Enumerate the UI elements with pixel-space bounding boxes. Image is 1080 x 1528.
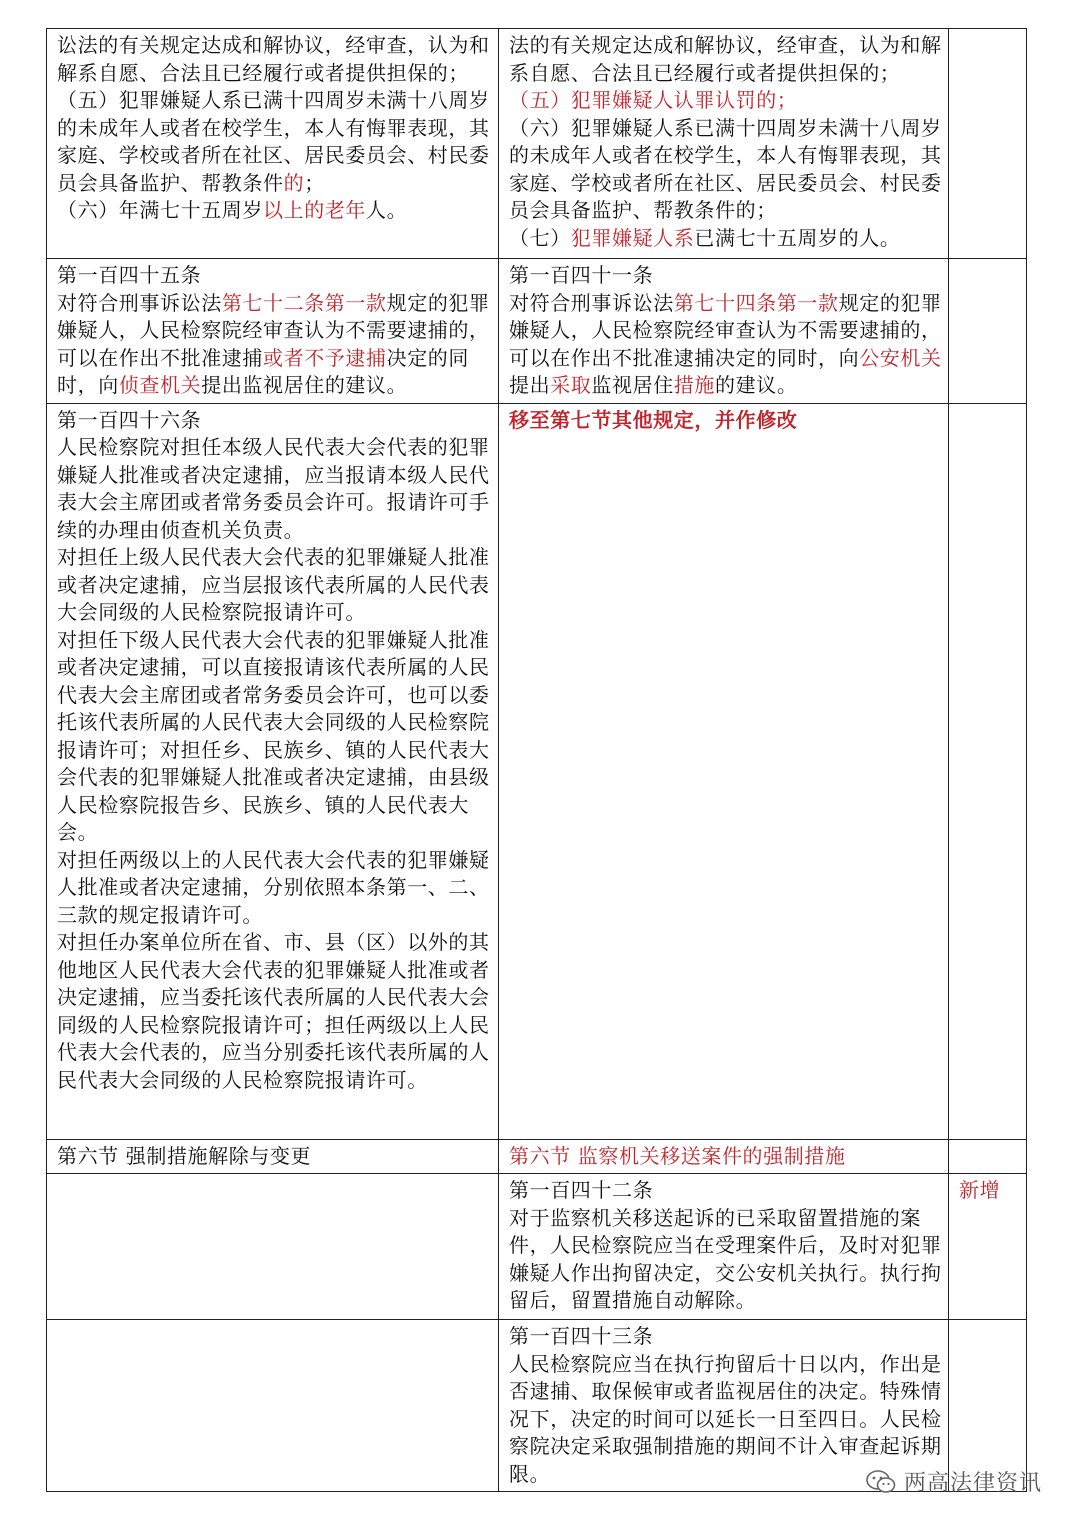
text-run: 对担任下级人民代表大会代表的犯罪嫌疑人批准或者决定逮捕，可以直接报请该代表所属的人民代表大会主席团或者常务委员会许可，也可以委托该代表所属的人民代表大会同级的人民检察院报请许可；对担任乡、民族乡、镇的人民代表大会代表的犯罪嫌疑人批准或者决定逮捕，由县级人民检察院报告乡、民族乡、镇的人民代表大会。 bbox=[57, 627, 490, 844]
text-run: 人。 bbox=[366, 198, 408, 222]
text-run: 人民检察院应当在执行拘留后十日以内，作出是否逮捕、取保候审或者监视居住的决定。特殊情况下，决定的时间可以延长一日至四日。人民检察院决定采取强制措施的期间不计入审查起诉期限。 bbox=[509, 1351, 942, 1486]
text-run: 提出监视居住的建议。 bbox=[201, 373, 408, 397]
revised-text: 移至第七节其他规定，并作修改 bbox=[509, 407, 798, 432]
text-run: ； bbox=[304, 170, 325, 195]
revised-text: 以上的老年 bbox=[263, 198, 366, 222]
text-run: 人民检察院对担任本级人民代表大会代表的犯罪嫌疑人批准或者决定逮捕，应当报请本级人民代表大会主席团或者常务委员会许可。报请许可手续的办理由侦查机关负责。 bbox=[57, 435, 490, 542]
text-run: 对担任办案单位所在省、市、县（区）以外的其他地区人民代表大会代表的犯罪嫌疑人批准或者决定逮捕，应当委托该代表所属的人民代表大会同级的人民检察院报请许可；担任两级以上人民代表大会代表的，应当分别委托该代表所属的人民代表大会同级的人民检察院报请许可。 bbox=[57, 930, 490, 1092]
paragraph bbox=[57, 407, 492, 435]
paragraph bbox=[57, 32, 492, 87]
paragraph bbox=[509, 115, 942, 225]
note-cell bbox=[949, 1174, 1027, 1320]
note-cell bbox=[949, 403, 1027, 1139]
text-run: 规定的犯罪嫌疑人，人民检察院经审查认为不需要逮捕的，可以在作出不批准逮捕决定的同时，向 bbox=[509, 290, 942, 370]
note-cell bbox=[949, 1139, 1027, 1174]
paragraph bbox=[57, 544, 492, 627]
old-provision-cell bbox=[47, 29, 499, 259]
new-provision-cell bbox=[499, 29, 949, 259]
text-run: 第一百四十二条 bbox=[509, 1178, 654, 1202]
revised-text: 采取 bbox=[550, 373, 592, 397]
text-run: 对于监察机关移送起诉的已采取留置措施的案件，人民检察院应当在受理案件后，及时对犯罪嫌疑人作出拘留决定，交公安机关执行。执行拘留后，留置措施自动解除。 bbox=[509, 1205, 942, 1312]
old-provision-cell bbox=[47, 1320, 499, 1492]
paragraph bbox=[509, 87, 942, 115]
text-run: 规定的犯罪嫌疑人，人民检察院经审查认为不需要逮捕的，可以在作出不批准逮捕 bbox=[57, 290, 490, 370]
text-run: 对担任上级人民代表大会代表的犯罪嫌疑人批准或者决定逮捕，应当层报该代表所属的人民代表大会同级的人民检察院报请许可。 bbox=[57, 545, 490, 624]
paragraph bbox=[509, 1177, 942, 1205]
text-run: （六）犯罪嫌疑人系已满十四周岁未满十八周岁的未成年人或者在校学生，本人有悔罪表现，其家庭、学校或者所在社区、居民委员会、村民委员会具备监护、帮教条件的； bbox=[509, 115, 942, 222]
text-run: （六）年满七十五周岁 bbox=[57, 198, 263, 222]
paragraph bbox=[57, 627, 492, 847]
table-row bbox=[47, 29, 1027, 259]
paragraph bbox=[509, 407, 942, 435]
text-run: 监视居住 bbox=[591, 373, 674, 397]
note-label: 新增 bbox=[959, 1178, 1001, 1202]
revised-text: 公安机关 bbox=[859, 345, 942, 370]
paragraph bbox=[509, 290, 942, 400]
comparison-table-body bbox=[47, 29, 1027, 1492]
text-run: 的建议。 bbox=[715, 373, 798, 397]
text-run: 讼法的有关规定达成和解协议，经审查，认为和解系自愿、合法且已经履行或者提供担保的； bbox=[57, 33, 490, 85]
old-provision-cell bbox=[47, 1174, 499, 1320]
text-run: 已满七十五周岁的人。 bbox=[694, 225, 901, 250]
watermark bbox=[866, 1466, 1042, 1497]
paragraph bbox=[57, 1143, 492, 1171]
new-provision-cell bbox=[499, 403, 949, 1139]
revised-text: 侦查机关 bbox=[118, 373, 202, 397]
revised-text: 或者不予逮捕 bbox=[263, 345, 387, 370]
paragraph bbox=[509, 32, 942, 87]
table-row bbox=[47, 1174, 1027, 1320]
paragraph bbox=[57, 87, 492, 197]
text-run: 第六节 强制措施解除与变更 bbox=[57, 1143, 312, 1168]
paragraph bbox=[57, 847, 492, 930]
paragraph bbox=[509, 1205, 942, 1315]
new-provision-cell bbox=[499, 259, 949, 404]
revised-text: 措施 bbox=[673, 373, 716, 397]
text-run: 第一百四十一条 bbox=[509, 263, 654, 287]
text-run: 法的有关规定达成和解协议，经审查，认为和解系自愿、合法且已经履行或者提供担保的； bbox=[509, 33, 942, 85]
revised-text: 第六节 监察机关移送案件的强制措施 bbox=[509, 1143, 846, 1168]
paragraph bbox=[509, 262, 942, 290]
text-run: 提出 bbox=[509, 373, 551, 397]
paragraph bbox=[57, 434, 492, 544]
text-run: 对符合刑事诉讼法 bbox=[57, 290, 222, 315]
text-run: （七） bbox=[509, 225, 571, 250]
new-provision-cell bbox=[499, 1174, 949, 1320]
text-run: 对担任两级以上的人民代表大会代表的犯罪嫌疑人批准或者决定逮捕，分别依照本条第一、二、三款的规定报请许可。 bbox=[57, 847, 490, 927]
paragraph bbox=[509, 1323, 942, 1351]
text-run: 第一百四十六条 bbox=[57, 407, 202, 432]
text-run: 决定的同时，向 bbox=[57, 345, 470, 397]
note-cell bbox=[949, 259, 1027, 404]
watermark-text: 两高法律资讯 bbox=[903, 1471, 1042, 1496]
note-cell bbox=[949, 29, 1027, 259]
text-run: 第一百四十五条 bbox=[57, 263, 202, 287]
text-run: 对符合刑事诉讼法 bbox=[509, 290, 674, 315]
paragraph bbox=[57, 262, 492, 290]
wechat-icon bbox=[866, 1469, 896, 1495]
comparison-table bbox=[46, 28, 1027, 1492]
new-provision-cell bbox=[499, 1139, 949, 1174]
revised-text: 犯罪嫌疑人系 bbox=[570, 225, 695, 250]
paragraph bbox=[57, 290, 492, 400]
revised-text: 第七十四条第一款 bbox=[673, 290, 839, 315]
paragraph bbox=[57, 197, 492, 225]
paragraph bbox=[57, 929, 492, 1094]
paragraph bbox=[509, 225, 942, 253]
revised-text: 第七十二条第一款 bbox=[221, 290, 387, 315]
old-provision-cell bbox=[47, 1139, 499, 1174]
table-row bbox=[47, 1139, 1027, 1174]
revised-text: （五）犯罪嫌疑人认罪认罚的； bbox=[509, 88, 798, 112]
table-row bbox=[47, 259, 1027, 404]
table-row bbox=[47, 403, 1027, 1139]
old-provision-cell bbox=[47, 259, 499, 404]
text-run: 第一百四十三条 bbox=[509, 1324, 654, 1348]
paragraph bbox=[509, 1143, 942, 1171]
text-run: （五）犯罪嫌疑人系已满十四周岁未满十八周岁的未成年人或者在校学生，本人有悔罪表现，其家庭、学校或者所在社区、居民委员会、村民委员会具备监护、帮教条件 bbox=[57, 88, 490, 195]
old-provision-cell bbox=[47, 403, 499, 1139]
revised-text: 的 bbox=[283, 170, 305, 195]
